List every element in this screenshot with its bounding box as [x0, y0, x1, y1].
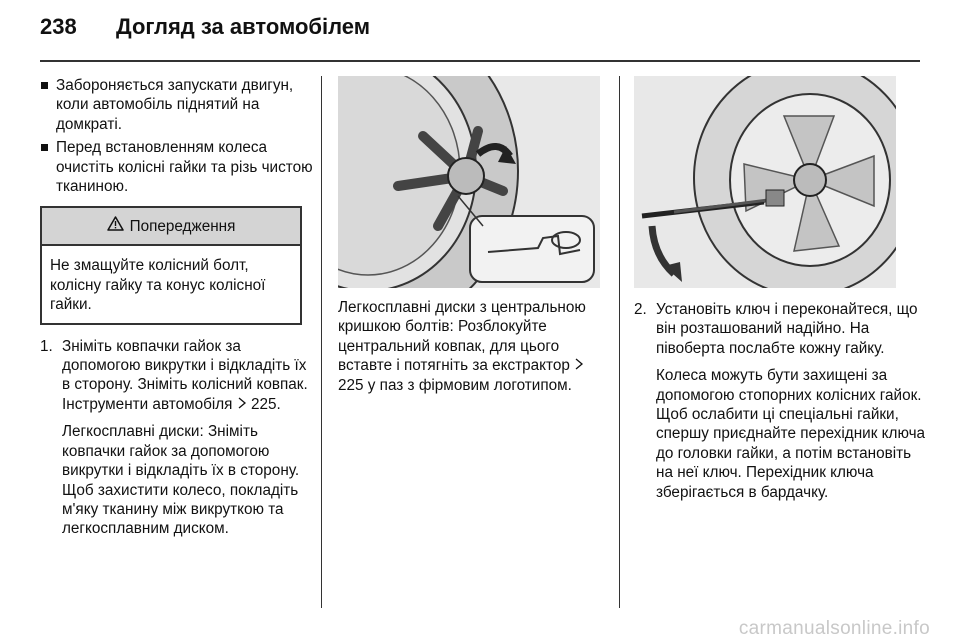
header-rule: [40, 60, 920, 62]
watermark: carmanualsonline.info: [738, 618, 930, 639]
column-3: [634, 76, 928, 502]
page-reference-arrow-icon: [237, 396, 251, 413]
page-header: [40, 14, 370, 40]
step-note: Легкосплавні диски: Зніміть ковпачки гайок за допомогою викрутки і відкладіть їх в сторону. Щоб захистити колесо, покладіть м'яку тканину між викруткою та легкосплавним диском.: [62, 423, 300, 538]
warning-text: Не змащуйте колісний болт, колісну гайку та конус колісної гайки.: [50, 257, 266, 314]
warning-title: Попередження: [129, 217, 236, 235]
step-text: Зніміть ковпачки гайок за допомогою викрутки і відкладіть їх в сторону. Зніміть колісний ковпак. Інструменти автомобіля: [62, 337, 308, 413]
column-divider-left: [321, 76, 322, 608]
caption-text-end: паз з фірмовим логотипом.: [379, 376, 572, 394]
bullet-item: Забороняється запускати двигун, коли автомобіль піднятий на домкраті.: [40, 76, 314, 134]
page-title: Догляд за автомобілем: [116, 14, 371, 39]
page-reference[interactable]: 225.: [250, 395, 281, 413]
page-reference-arrow-icon: [574, 357, 584, 374]
wheel-wrench-illustration: [634, 76, 896, 288]
column-divider-right: [619, 76, 620, 608]
page-number: 238: [40, 14, 77, 39]
alloy-wheel-cap-illustration: [338, 76, 600, 288]
page-reference[interactable]: 225 у: [338, 376, 376, 394]
column-2: [338, 76, 604, 395]
step-1: [40, 337, 314, 539]
step-number: 1.: [40, 337, 53, 355]
caption-text: Легкосплавні диски з центральною кришкою болтів: Розблокуйте центральний ковпак, для цього вставте і потягніть за екстрактор: [338, 299, 586, 375]
step-note: Колеса можуть бути захищені за допомогою стопорних колісних гайок. Щоб ослабити ці спеціальні гайки, спершу приєднайте перехідник ключа до головки гайки, а потім встановіть на неї ключ. Перехідник ключа зберігається в бардачку.: [656, 367, 926, 501]
step-text: Установіть ключ і переконайтеся, що він розташований надійно. На півоберта послабте кожну гайку.: [656, 301, 918, 357]
figure-caption: [338, 298, 604, 395]
bullet-item: Перед встановленням колеса очистіть колісні гайки та різь чистою тканиною.: [40, 138, 314, 196]
warning-triangle-icon: [107, 216, 124, 236]
step-number: 2.: [634, 301, 647, 318]
column-1: [40, 76, 314, 539]
warning-box: [40, 206, 302, 324]
step-2: [634, 300, 928, 502]
warning-header: [42, 208, 300, 246]
